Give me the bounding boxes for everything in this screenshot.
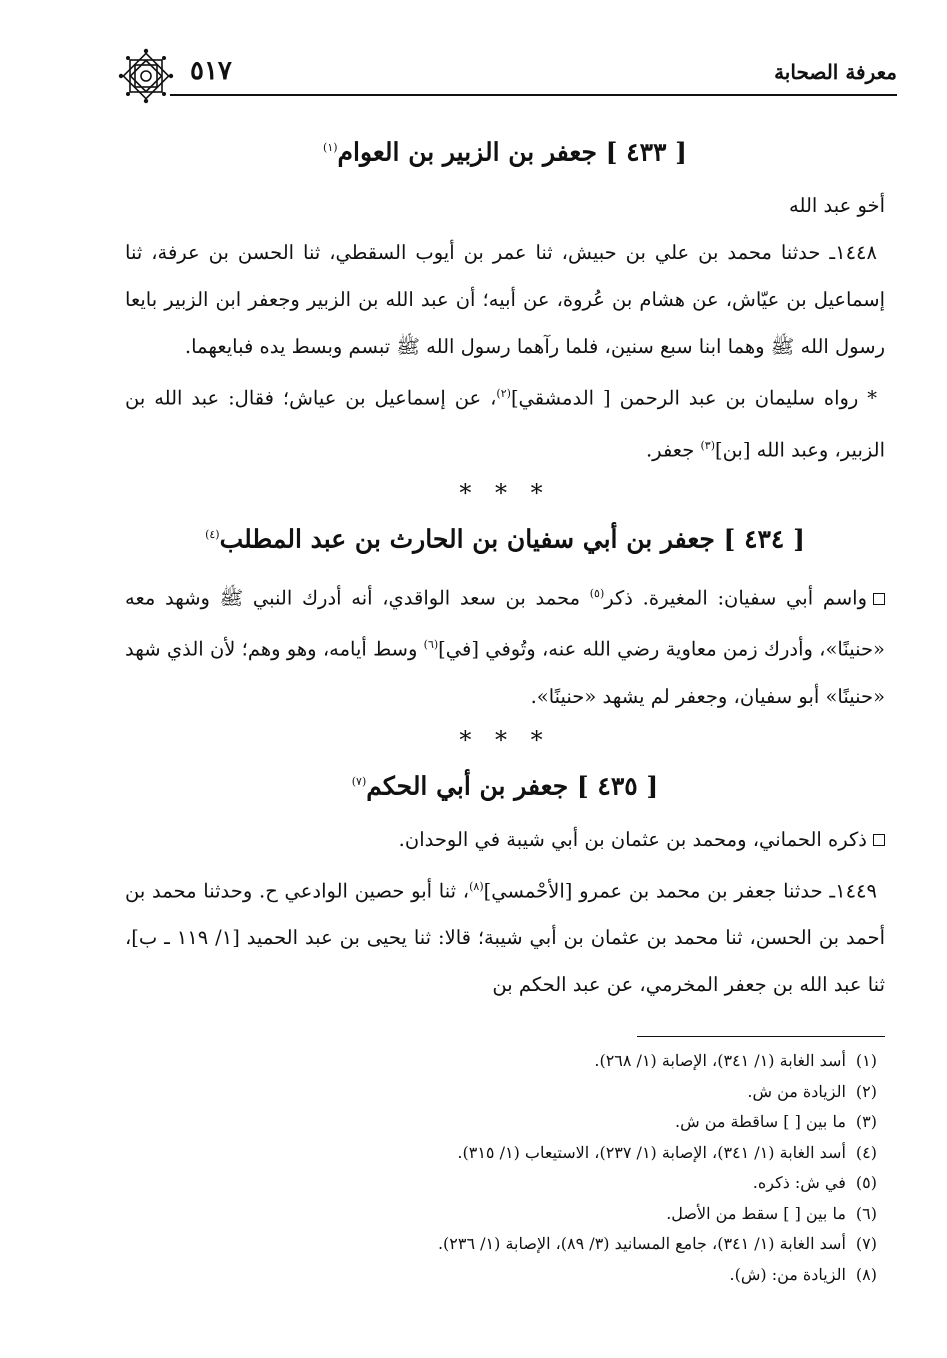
footnote-number: (٥) [855, 1173, 877, 1192]
page-header [110, 52, 897, 102]
footnote-number: (٢) [855, 1081, 877, 1101]
section-separator: * * * [459, 725, 551, 754]
footnote-text: أسد الغابة (١/ ٣٤١)، الإصابة (١/ ٢٣٧)، الاستيعاب (١/ ٣١٥). [457, 1142, 846, 1162]
footnote-item [200, 1260, 877, 1291]
footnote-item [200, 1229, 877, 1260]
footnote-number: (٣) [855, 1112, 877, 1131]
footnote-text: ما بين [ ] ساقطة من ش. [675, 1112, 846, 1131]
entry-heading-434: [ ٤٣٤ ] جعفر بن أبي سفيان بن الحارث بن عبد المطلب$^{(٤)}$ [205, 524, 805, 554]
entry-heading-433: [ ٤٣٣ ] جعفر بن الزبير بن العوام$^{(١)}$ [323, 137, 687, 167]
star-ornament-icon [118, 48, 174, 104]
footnotes [200, 1046, 877, 1290]
main-text [125, 126, 885, 1008]
hadith-1448: ١٤٤٨ـ حدثنا محمد بن علي بن حبيش، ثنا عمر بن أيوب السقطي، ثنا الحسن بن عرفة، ثنا إسماعيل بن عيّاش، عن هشام بن عُروة، عن أبيه؛ أن عبد الله بن الزبير وجعفر ابن الزبير بايعا رسول الله ﷺ وهما ابنا سبع سنين، فلما رآهما رسول الله ﷺ تبسم وبسط يده فبايعهما. [125, 241, 885, 359]
footnote-number: (٧) [855, 1234, 877, 1253]
footnote-item [200, 1107, 877, 1138]
page-number: ٥١٧ [190, 56, 232, 86]
footnote-number: (٤) [855, 1142, 877, 1162]
paragraph: أخو عبد الله [789, 194, 885, 218]
footnote-text: أسد الغابة (١/ ٣٤١)، جامع المسانيد (٣/ ٨٩)، الإصابة (١/ ٢٣٦). [437, 1234, 846, 1253]
footnote-number: (٦) [855, 1203, 877, 1223]
footnote-text: الزيادة من ش. [747, 1081, 846, 1101]
footnote-text: ما بين [ ] سقط من الأصل. [666, 1203, 846, 1223]
paragraph: ذكره الحماني، ومحمد بن عثمان بن أبي شيبة في الوحدان. [125, 816, 885, 863]
running-title: معرفة الصحابة [774, 60, 897, 84]
square-bullet-icon [873, 834, 885, 846]
paragraph: واسم أبي سفيان: المغيرة. ذكر$^{(٥)}$ محمد بن سعد الواقدي، أنه أدرك النبي ﷺ وشهد معه «حنينًا»، وأدرك زمن معاوية رضي الله عنه، وتُوفي [في]$^{(٦)}$ وسط أيامه، وهو وهم؛ لأن الذي شهد «حنينًا» أبو سفيان، وجعفر لم يشهد «حنينًا». [125, 586, 885, 708]
footnote-item [200, 1138, 877, 1169]
footnote-item [200, 1046, 877, 1077]
header-rule [170, 94, 897, 96]
footnote-number: (١) [855, 1051, 877, 1070]
footnote-item [200, 1077, 877, 1108]
footnote-item [200, 1168, 877, 1199]
footnote-text: الزيادة من: (ش). [729, 1264, 846, 1284]
footnote-rule [637, 1036, 885, 1037]
footnote-number: (٨) [855, 1264, 877, 1284]
footnote-text: أسد الغابة (١/ ٣٤١)، الإصابة (١/ ٢٦٨). [594, 1051, 846, 1070]
footnote-item [200, 1199, 877, 1230]
footnote-text: في ش: ذكره. [752, 1173, 846, 1192]
entry-heading-435: [ ٤٣٥ ] جعفر بن أبي الحكم$^{(٧)}$ [351, 770, 659, 800]
section-separator: * * * [459, 479, 551, 508]
hadith-1449: ١٤٤٩ـ حدثنا جعفر بن محمد بن عمرو [الأحْمسي]$^{(٨)}$، ثنا أبو حصين الوادعي ح. وحدثنا محمد بن أحمد بن الحسن، ثنا محمد بن عثمان بن أبي شيبة؛ قالا: ثنا يحيى بن عبد الحميد [١/ ١١٩ ـ ب]، ثنا عبد الله بن جعفر المخرمي، عن عبد الحكم بن [125, 879, 885, 997]
square-bullet-icon [873, 593, 885, 605]
paragraph: * رواه سليمان بن عبد الرحمن [ الدمشقي]$^{(٢)}$، عن إسماعيل بن عياش؛ فقال: عبد الله بن الزبير، وعبد الله [بن]$^{(٣)}$ جعفر. [125, 386, 885, 462]
